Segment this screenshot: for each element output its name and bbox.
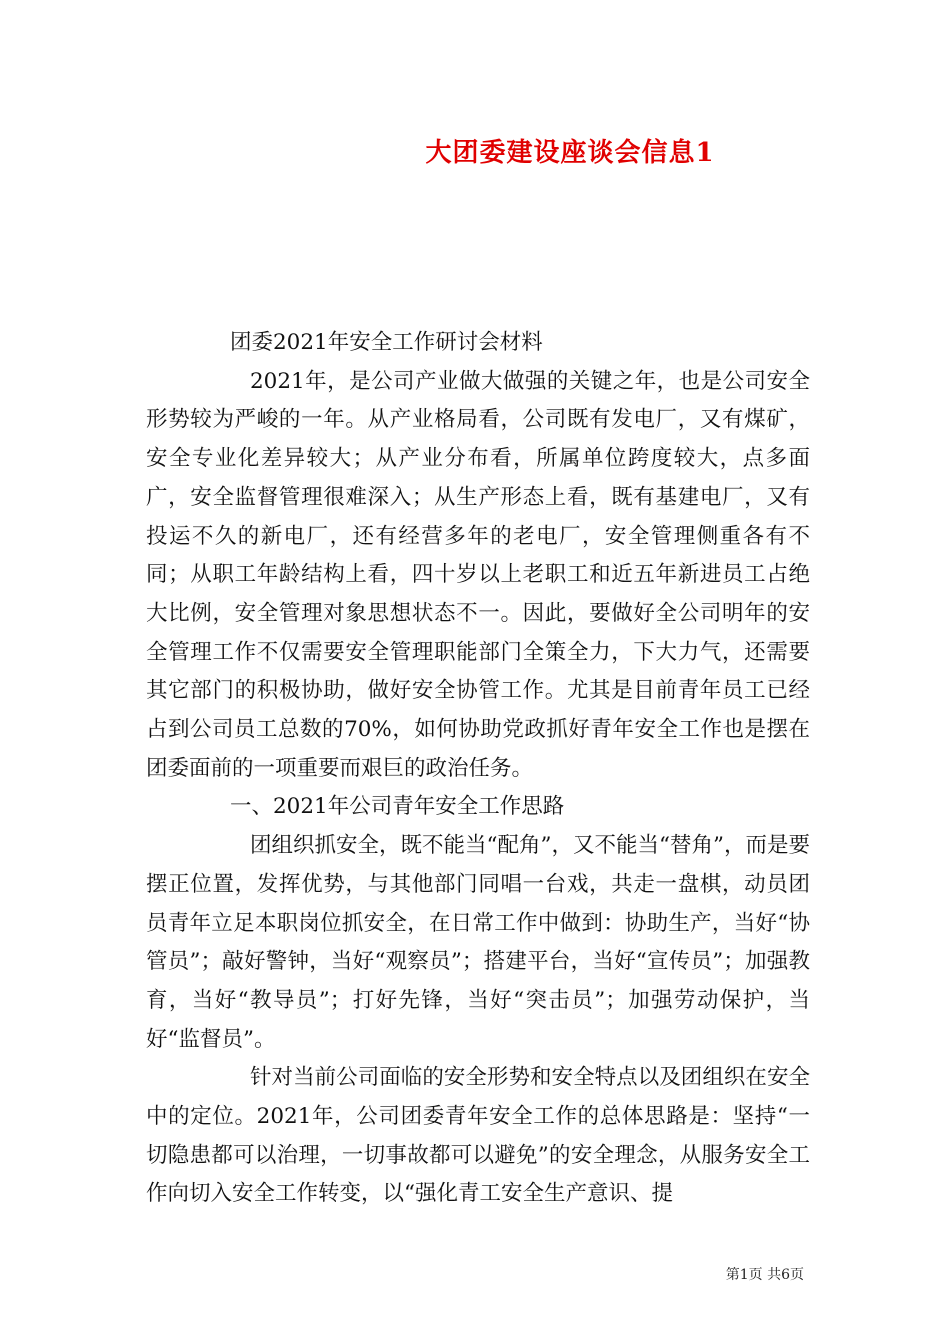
section-heading-1: 一、2021年公司青年安全工作思路 [230,794,565,820]
document-title: 大团委建设座谈会信息1 [425,138,715,168]
paragraph-3: 针对当前公司面临的安全形势和安全特点以及团组织在安全中的定位。2021年，公司团委青年安全工作的总体思路是：坚持“一切隐患都可以治理，一切事故都可以避免”的安全理念，从服务安全工作向切入安全工作转变，以“强化青工安全生产意识、提 [146,1065,810,1207]
document-body [146,324,810,1214]
paragraph-2: 团组织抓安全，既不能当“配角”，又不能当“替角”，而是要摆正位置，发挥优势，与其他部门同唱一台戏，共走一盘棋，动员团员青年立足本职岗位抓安全，在日常工作中做到：协助生产，当好“协管员”；敲好警钟，当好“观察员”；搭建平台，当好“宣传员”；加强教育，当好“教导员”；打好先锋，当好“突击员”；加强劳动保护，当好“监督员”。 [146,833,810,1052]
page-footer: 第1页 共6页 [725,1267,804,1283]
paragraph-1: 2021年，是公司产业做大做强的关键之年，也是公司安全形势较为严峻的一年。从产业格局看，公司既有发电厂，又有煤矿，安全专业化差异较大；从产业分布看，所属单位跨度较大，点多面广，安全监督管理很难深入；从生产形态上看，既有基建电厂，又有投运不久的新电厂，还有经营多年的老电厂，安全管理侧重各有不同；从职工年龄结构上看，四十岁以上老职工和近五年新进员工占绝大比例，安全管理对象思想状态不一。因此，要做好全公司明年的安全管理工作不仅需要安全管理职能部门全策全力，下大力气，还需要其它部门的积极协助，做好安全协管工作。尤其是目前青年员工已经占到公司员工总数的70%，如何协助党政抓好青年安全工作也是摆在团委面前的一项重要而艰巨的政治任务。 [146,368,810,781]
subtitle-line: 团委2021年安全工作研讨会材料 [230,330,543,355]
